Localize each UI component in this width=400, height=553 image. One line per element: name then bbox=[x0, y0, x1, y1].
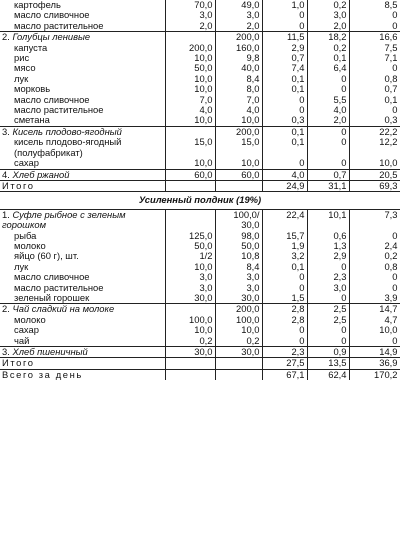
ingredient-name: лук bbox=[14, 261, 29, 272]
ingredient-row bbox=[0, 0, 400, 10]
value-cell bbox=[165, 209, 215, 230]
value-cell: 3,0 bbox=[307, 10, 349, 20]
value-cell: 200,0 bbox=[215, 304, 262, 315]
value-cell: 0,7 bbox=[262, 53, 307, 63]
value-cell: 6,4 bbox=[307, 63, 349, 73]
value-cell: 70,0 bbox=[165, 0, 215, 10]
dish-name bbox=[0, 347, 165, 358]
value-cell: 200,0 bbox=[165, 43, 215, 53]
value-cell: 2,0 bbox=[307, 21, 349, 32]
value-cell: 1,3 bbox=[307, 241, 349, 251]
value-cell: 0,8 bbox=[349, 74, 400, 84]
value-cell: 3,2 bbox=[262, 251, 307, 261]
ingredient-name: зеленый горошек bbox=[14, 292, 90, 303]
ingredient-row bbox=[0, 21, 400, 32]
value-cell: 10,0 bbox=[349, 158, 400, 169]
value-cell: 36,9 bbox=[349, 358, 400, 369]
value-cell: 15,0 bbox=[165, 137, 215, 158]
value-cell: 2,8 bbox=[262, 315, 307, 325]
value-cell: 7,5 bbox=[349, 43, 400, 53]
value-cell: 200,0 bbox=[215, 126, 262, 137]
value-cell: 3,0 bbox=[165, 272, 215, 282]
ingredient-name: молоко bbox=[14, 314, 46, 325]
value-cell bbox=[165, 369, 215, 380]
value-cell: 10,0 bbox=[349, 325, 400, 335]
value-cell: 4,0 bbox=[262, 169, 307, 180]
ingredient-name: сахар bbox=[14, 325, 39, 336]
value-cell: 0 bbox=[349, 336, 400, 347]
value-cell: 18,2 bbox=[307, 32, 349, 43]
value-cell: 15,7 bbox=[262, 231, 307, 241]
dish-number: 3. bbox=[2, 126, 10, 137]
value-cell: 69,3 bbox=[349, 180, 400, 191]
ingredient-row bbox=[0, 272, 400, 282]
value-cell: 50,0 bbox=[215, 241, 262, 251]
value-cell: 0,2 bbox=[307, 43, 349, 53]
value-cell bbox=[165, 32, 215, 43]
value-cell: 0 bbox=[307, 74, 349, 84]
ingredient-name: молоко bbox=[14, 240, 46, 251]
value-cell: 0 bbox=[262, 21, 307, 32]
ingredient-name: морковь bbox=[14, 84, 51, 95]
value-cell: 60,0 bbox=[165, 169, 215, 180]
value-cell: 30,0 bbox=[165, 347, 215, 358]
value-cell: 0,1 bbox=[307, 53, 349, 63]
value-cell: 2,3 bbox=[262, 347, 307, 358]
dish-name bbox=[0, 209, 165, 230]
ingredient-name: картофель bbox=[14, 0, 61, 10]
value-cell: 24,9 bbox=[262, 180, 307, 191]
value-cell: 0 bbox=[307, 293, 349, 304]
value-cell: 4,7 bbox=[349, 315, 400, 325]
value-cell: 2,8 bbox=[262, 304, 307, 315]
ingredient-name: лук bbox=[14, 73, 29, 84]
value-cell: 15,0 bbox=[215, 137, 262, 158]
ingredient-row bbox=[0, 315, 400, 325]
ingredient-name: капуста bbox=[14, 42, 48, 53]
total-row bbox=[0, 358, 400, 369]
value-cell: 0,1 bbox=[262, 74, 307, 84]
ingredient-name: масло сливочное bbox=[14, 272, 90, 283]
dish-row bbox=[0, 32, 400, 43]
value-cell: 100,0 bbox=[215, 315, 262, 325]
value-cell: 10,0 bbox=[165, 53, 215, 63]
ingredient-row bbox=[0, 251, 400, 261]
ingredient-name: масло сливочное bbox=[14, 10, 90, 21]
value-cell: 0 bbox=[262, 10, 307, 20]
total-row bbox=[0, 369, 400, 380]
ingredient-row bbox=[0, 53, 400, 63]
ingredient-name: чай bbox=[14, 335, 30, 346]
ingredient-row bbox=[0, 63, 400, 73]
ingredient-name: сметана bbox=[14, 115, 50, 126]
value-cell: 7,1 bbox=[349, 53, 400, 63]
value-cell: 0 bbox=[262, 325, 307, 335]
value-cell: 2,4 bbox=[349, 241, 400, 251]
value-cell: 10,0 bbox=[165, 325, 215, 335]
value-cell: 7,4 bbox=[262, 63, 307, 73]
value-cell: 3,0 bbox=[215, 272, 262, 282]
value-cell: 8,0 bbox=[215, 84, 262, 94]
value-cell: 0,1 bbox=[262, 137, 307, 158]
value-cell: 0,2 bbox=[307, 0, 349, 10]
value-cell: 170,2 bbox=[349, 369, 400, 380]
value-cell: 200,0 bbox=[215, 32, 262, 43]
value-cell: 0 bbox=[349, 231, 400, 241]
value-cell: 0,7 bbox=[307, 169, 349, 180]
ingredient-name: кисель плодово-ягодный (полуфабрикат) bbox=[14, 137, 122, 158]
value-cell: 3,0 bbox=[215, 10, 262, 20]
value-cell: 0,3 bbox=[349, 115, 400, 126]
dish-name bbox=[0, 126, 165, 137]
value-cell: 11,5 bbox=[262, 32, 307, 43]
ingredient-row bbox=[0, 241, 400, 251]
value-cell: 27,5 bbox=[262, 358, 307, 369]
ingredient-name: сахар bbox=[14, 158, 39, 169]
value-cell: 0,9 bbox=[307, 347, 349, 358]
dish-row bbox=[0, 126, 400, 137]
value-cell: 0,2 bbox=[349, 251, 400, 261]
value-cell: 1,9 bbox=[262, 241, 307, 251]
value-cell bbox=[215, 180, 262, 191]
value-cell: 10,0 bbox=[215, 115, 262, 126]
value-cell: 16,6 bbox=[349, 32, 400, 43]
value-cell: 62,4 bbox=[307, 369, 349, 380]
value-cell: 2,0 bbox=[215, 21, 262, 32]
value-cell bbox=[215, 358, 262, 369]
value-cell bbox=[215, 369, 262, 380]
ingredient-name: рис bbox=[14, 53, 30, 64]
value-cell: 1,5 bbox=[262, 293, 307, 304]
value-cell: 20,5 bbox=[349, 169, 400, 180]
value-cell: 0 bbox=[349, 105, 400, 115]
value-cell: 14,7 bbox=[349, 304, 400, 315]
value-cell: 0,6 bbox=[307, 231, 349, 241]
value-cell: 0 bbox=[349, 272, 400, 282]
value-cell: 7,0 bbox=[215, 95, 262, 105]
value-cell: 10,0 bbox=[215, 325, 262, 335]
section-header-row bbox=[0, 192, 400, 209]
value-cell: 3,0 bbox=[215, 283, 262, 293]
value-cell: 3,0 bbox=[307, 283, 349, 293]
dish-title: Голубцы ленивые bbox=[12, 31, 91, 43]
value-cell: 0 bbox=[262, 95, 307, 105]
value-cell: 67,1 bbox=[262, 369, 307, 380]
ingredient-name: масло растительное bbox=[14, 105, 104, 116]
value-cell: 50,0 bbox=[165, 63, 215, 73]
value-cell: 0,1 bbox=[262, 262, 307, 272]
value-cell: 0 bbox=[349, 283, 400, 293]
value-cell: 0 bbox=[262, 283, 307, 293]
ingredient-row bbox=[0, 293, 400, 304]
value-cell: 8,5 bbox=[349, 0, 400, 10]
ingredient-row bbox=[0, 74, 400, 84]
dish-name bbox=[0, 304, 165, 315]
dish-name bbox=[0, 32, 165, 43]
total-label: Итого bbox=[0, 180, 165, 191]
dish-title: Хлеб пшеничный bbox=[12, 346, 88, 357]
value-cell: 10,0 bbox=[165, 74, 215, 84]
total-label: Итого bbox=[0, 358, 165, 369]
value-cell: 0 bbox=[349, 10, 400, 20]
value-cell: 0 bbox=[307, 325, 349, 335]
ingredient-name: масло растительное bbox=[14, 282, 104, 293]
total-label: Всего за день bbox=[0, 369, 165, 380]
value-cell: 10,1 bbox=[307, 209, 349, 230]
value-cell bbox=[165, 304, 215, 315]
value-cell: 0,1 bbox=[349, 95, 400, 105]
value-cell: 49,0 bbox=[215, 0, 262, 10]
value-cell: 40,0 bbox=[215, 63, 262, 73]
value-cell: 13,5 bbox=[307, 358, 349, 369]
ingredient-row bbox=[0, 10, 400, 20]
value-cell: 7,0 bbox=[165, 95, 215, 105]
value-cell: 3,0 bbox=[165, 283, 215, 293]
value-cell: 30,0 bbox=[215, 293, 262, 304]
ingredient-name: рыба bbox=[14, 230, 37, 241]
ingredient-row bbox=[0, 115, 400, 126]
value-cell: 10,0 bbox=[165, 158, 215, 169]
value-cell bbox=[165, 180, 215, 191]
value-cell: 10,8 bbox=[215, 251, 262, 261]
ingredient-name: масло растительное bbox=[14, 20, 104, 31]
value-cell: 4,0 bbox=[165, 105, 215, 115]
ingredient-row bbox=[0, 43, 400, 53]
value-cell: 0 bbox=[262, 336, 307, 347]
ingredient-name: мясо bbox=[14, 63, 36, 74]
ingredient-row bbox=[0, 336, 400, 347]
value-cell: 30,0 bbox=[215, 347, 262, 358]
dish-title: Кисель плодово-ягодный bbox=[12, 126, 122, 137]
value-cell: 4,0 bbox=[215, 105, 262, 115]
dish-name bbox=[0, 169, 165, 180]
ingredient-row bbox=[0, 231, 400, 241]
value-cell: 2,5 bbox=[307, 304, 349, 315]
value-cell: 100,0 bbox=[165, 315, 215, 325]
ingredient-row bbox=[0, 105, 400, 115]
value-cell: 0 bbox=[349, 21, 400, 32]
ingredient-row bbox=[0, 137, 400, 158]
value-cell: 0 bbox=[307, 336, 349, 347]
value-cell: 3,9 bbox=[349, 293, 400, 304]
value-cell: 1/2 bbox=[165, 251, 215, 261]
value-cell: 0,1 bbox=[262, 126, 307, 137]
value-cell: 22,4 bbox=[262, 209, 307, 230]
dish-title: Хлеб ржаной bbox=[12, 169, 70, 180]
value-cell: 0,8 bbox=[349, 262, 400, 272]
value-cell: 12,2 bbox=[349, 137, 400, 158]
value-cell: 100,0/ 30,0 bbox=[215, 209, 262, 230]
ingredient-row bbox=[0, 84, 400, 94]
value-cell: 0 bbox=[349, 63, 400, 73]
value-cell: 0,3 bbox=[262, 115, 307, 126]
value-cell: 0 bbox=[262, 272, 307, 282]
value-cell: 0 bbox=[307, 158, 349, 169]
value-cell: 3,0 bbox=[165, 10, 215, 20]
value-cell bbox=[165, 358, 215, 369]
dish-number: 3. bbox=[2, 346, 10, 357]
value-cell: 8,4 bbox=[215, 262, 262, 272]
value-cell: 4,0 bbox=[307, 105, 349, 115]
ingredient-row bbox=[0, 158, 400, 169]
value-cell: 10,0 bbox=[215, 158, 262, 169]
value-cell: 0 bbox=[262, 158, 307, 169]
value-cell: 10,0 bbox=[165, 84, 215, 94]
value-cell: 1,0 bbox=[262, 0, 307, 10]
dish-number: 2. bbox=[2, 303, 10, 315]
value-cell: 10,0 bbox=[165, 115, 215, 126]
value-cell: 10,0 bbox=[165, 262, 215, 272]
value-cell: 0 bbox=[307, 84, 349, 94]
value-cell: 2,9 bbox=[307, 251, 349, 261]
value-cell: 60,0 bbox=[215, 169, 262, 180]
dish-number: 2. bbox=[2, 31, 10, 43]
dish-number: 1. bbox=[2, 209, 10, 220]
value-cell: 9,8 bbox=[215, 53, 262, 63]
dish-number: 4. bbox=[2, 169, 10, 180]
dish-title: Чай сладкий на молоке bbox=[12, 303, 115, 315]
value-cell: 2,9 bbox=[262, 43, 307, 53]
value-cell: 30,0 bbox=[165, 293, 215, 304]
value-cell: 2,3 bbox=[307, 272, 349, 282]
value-cell: 160,0 bbox=[215, 43, 262, 53]
value-cell: 0 bbox=[307, 262, 349, 272]
value-cell: 7,3 bbox=[349, 209, 400, 230]
dish-row bbox=[0, 304, 400, 315]
value-cell: 98,0 bbox=[215, 231, 262, 241]
value-cell: 2,0 bbox=[165, 21, 215, 32]
value-cell: 14,9 bbox=[349, 347, 400, 358]
value-cell: 0 bbox=[262, 105, 307, 115]
ingredient-row bbox=[0, 283, 400, 293]
value-cell: 22,2 bbox=[349, 126, 400, 137]
value-cell: 0,2 bbox=[215, 336, 262, 347]
value-cell: 0,2 bbox=[165, 336, 215, 347]
value-cell: 8,4 bbox=[215, 74, 262, 84]
value-cell: 0 bbox=[307, 137, 349, 158]
total-row bbox=[0, 180, 400, 191]
value-cell: 31,1 bbox=[307, 180, 349, 191]
ingredient-row bbox=[0, 325, 400, 335]
dish-row bbox=[0, 209, 400, 230]
value-cell: 125,0 bbox=[165, 231, 215, 241]
section-title: Усиленный полдник (19%) bbox=[0, 192, 400, 209]
value-cell: 0,1 bbox=[262, 84, 307, 94]
ingredient-name: масло сливочное bbox=[14, 94, 90, 105]
value-cell bbox=[165, 126, 215, 137]
dish-row bbox=[0, 169, 400, 180]
value-cell: 2,5 bbox=[307, 315, 349, 325]
value-cell: 0,7 bbox=[349, 84, 400, 94]
dish-title: Суфле рыбное с зеленым горошком bbox=[2, 209, 126, 231]
value-cell: 50,0 bbox=[165, 241, 215, 251]
ingredient-name: яйцо (60 г), шт. bbox=[14, 251, 79, 262]
value-cell: 5,5 bbox=[307, 95, 349, 105]
value-cell: 0 bbox=[307, 126, 349, 137]
value-cell: 2,0 bbox=[307, 115, 349, 126]
dish-row bbox=[0, 347, 400, 358]
ingredient-row bbox=[0, 95, 400, 105]
ingredient-row bbox=[0, 262, 400, 272]
